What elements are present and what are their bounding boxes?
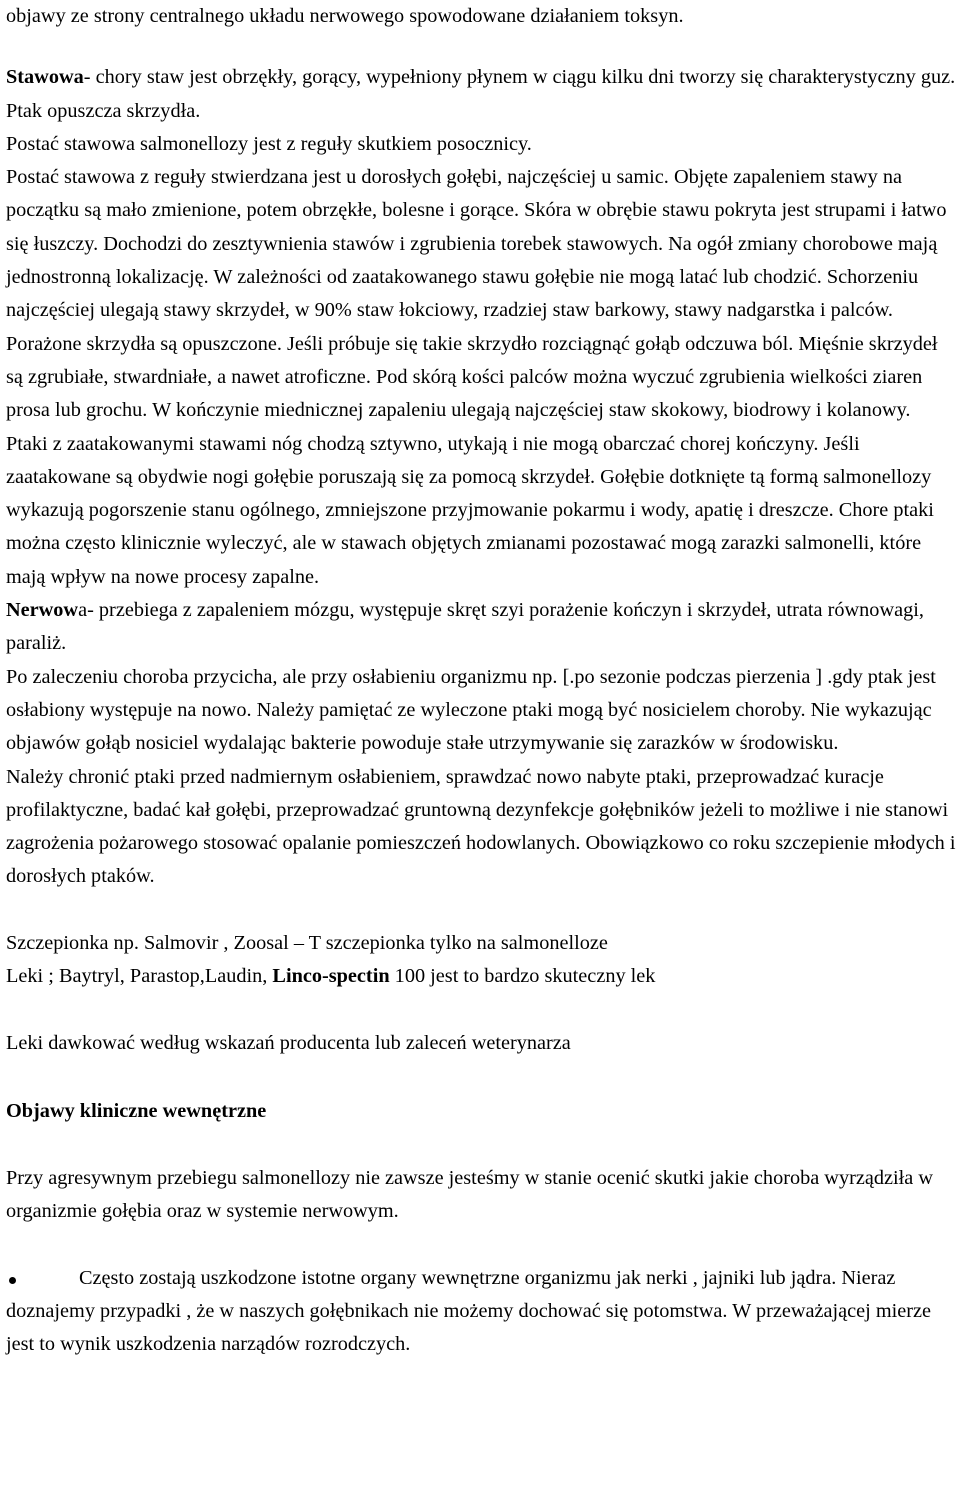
paragraph-spacer [6,1229,956,1262]
paragraph-nerwowa [6,594,956,661]
medicine-highlight: Linco-spectin [272,965,390,988]
paragraph-medicines [6,960,956,993]
bullet-icon [9,1277,16,1284]
medicines-note: 100 jest to bardzo skuteczny lek [389,965,656,988]
paragraph-stawowa [6,61,956,128]
paragraph-stawowa-text: - chory staw jest obrzękły, gorący, wypełniony płynem w ciągu kilku dni tworzy się charakterystyczny guz. Ptak opuszcza skrzydła. [6,66,956,122]
paragraph-spacer [6,993,956,1027]
medicines-list: Leki ; Baytryl, Parastop,Laudin, [6,965,273,988]
paragraph-spacer [6,1061,956,1095]
document-page [6,0,956,1361]
paragraph-spacer [6,894,956,927]
paragraph-nerwowa-text: a- przebiega z zapaleniem mózgu, występuje skręt szyi porażenie kończyn i skrzydeł, utrata równowagi, paraliż. [6,599,924,655]
list-item [6,1262,956,1362]
paragraph-internal-symptoms: Przy agresywnym przebiegu salmonellozy nie zawsze jesteśmy w stanie ocenić skutki jakie choroba wyrządziła w organizmie gołębia oraz w systemie nerwowym. [6,1166,933,1223]
term-nerwowa: Nerwow [6,599,79,622]
paragraph-recurrence: Po zaleczeniu choroba przycicha, ale przy osłabieniu organizmu np. [.po sezonie podczas pierzenia ] .gdy ptak jest osłabiony występuje na nowo. Należy pamiętać ze wyleczone ptaki mogą być nosicielem choroby. Nie wykazując objawów gołąb nosiciel wydalając bakterie powoduje stałe utrzymywanie się zarazków w środowisku. [6,665,936,755]
term-stawowa: Stawowa [6,66,84,89]
paragraph-intro: objawy ze strony centralnego układu nerwowego spowodowane działaniem toksyn. [6,5,684,27]
paragraph-stawowa-origin: Postać stawowa salmonellozy jest z reguły skutkiem posocznicy. [6,132,532,155]
list-item-text: Często zostają uszkodzone istotne organy wewnętrzne organizmu jak nerki , jajniki lub jądra. Nieraz doznajemy przypadki , że w naszych gołębnikach nie możemy dochować się potomstwa. W przeważającej mierze jest to wynik uszkodzenia narządów rozrodczych. [6,1266,932,1356]
paragraph-vaccine: Szczepionka np. Salmovir , Zoosal – T szczepionka tylko na salmonelloze [6,931,608,954]
paragraph-stawowa-details: Postać stawowa z reguły stwierdzana jest u dorosłych gołębi, najczęściej u samic. Objęte zapaleniem stawy na początku są mało zmienione, potem obrzękłe, bolesne i gorące. Skóra w obrębie stawu pokryta jest strupami i łatwo się łuszczy. Dochodzi do zesztywnienia stawów i zgrubienia torebek stawowych. Na ogół zmiany chorobowe mają jednostronną lokalizację. W zależności od zaatakowanego stawu gołębie nie mogą latać lub chodzić. Schorzeniu najczęściej ulegają stawy skrzydeł, w 90% staw łokciowy, rzadziej staw barkowy, stawy nadgarstka i palców. Porażone skrzydła są opuszczone. Jeśli próbuje się takie skrzydło rozciągnąć gołąb odczuwa ból. Mięśnie skrzydeł są zgrubiałe, stwardniałe, a nawet atroficzne. Pod skórą kości palców można wyczuć zgrubienia wielkości ziaren prosa lub grochu. W kończynie miednicznej zapaleniu ulegają najczęściej staw skokowy, biodrowy i kolanowy. Ptaki z zaatakowanymi stawami nóg chodzą sztywno, utykają i nie mogą obarczać chorej kończyny. Jeśli zaatakowane są obydwie nogi gołębie poruszają się za pomocą skrzydeł. Gołębie dotknięte tą formą salmonellozy wykazują pogorszenie stanu ogólnego, zmniejszone przyjmowanie pokarmu i wody, apatię i dreszcze. Chore ptaki można często klinicznie wyleczyć, ale w stawach objętych zmianami pozostawać mogą zarazki salmonelli, które mają wpływ na nowe procesy zapalne. [6,166,947,588]
section-heading: Objawy kliniczne wewnętrzne [6,1099,267,1122]
paragraph-spacer [6,33,956,61]
paragraph-dosage: Leki dawkować według wskazań producenta lub zaleceń weterynarza [6,1032,571,1055]
paragraph-spacer [6,1128,956,1162]
paragraph-prevention: Należy chronić ptaki przed nadmiernym osłabieniem, sprawdzać nowo nabyte ptaki, przeprowadzać kuracje profilaktyczne, badać kał gołębi, przeprowadzać gruntowną dezynfekcje gołębników jeżeli to możliwe i nie stanowi zagrożenia pożarowego stosować opalanie pomieszczeń hodowlanych. Obowiązkowo co roku szczepienie młodych i dorosłych ptaków. [6,765,956,888]
